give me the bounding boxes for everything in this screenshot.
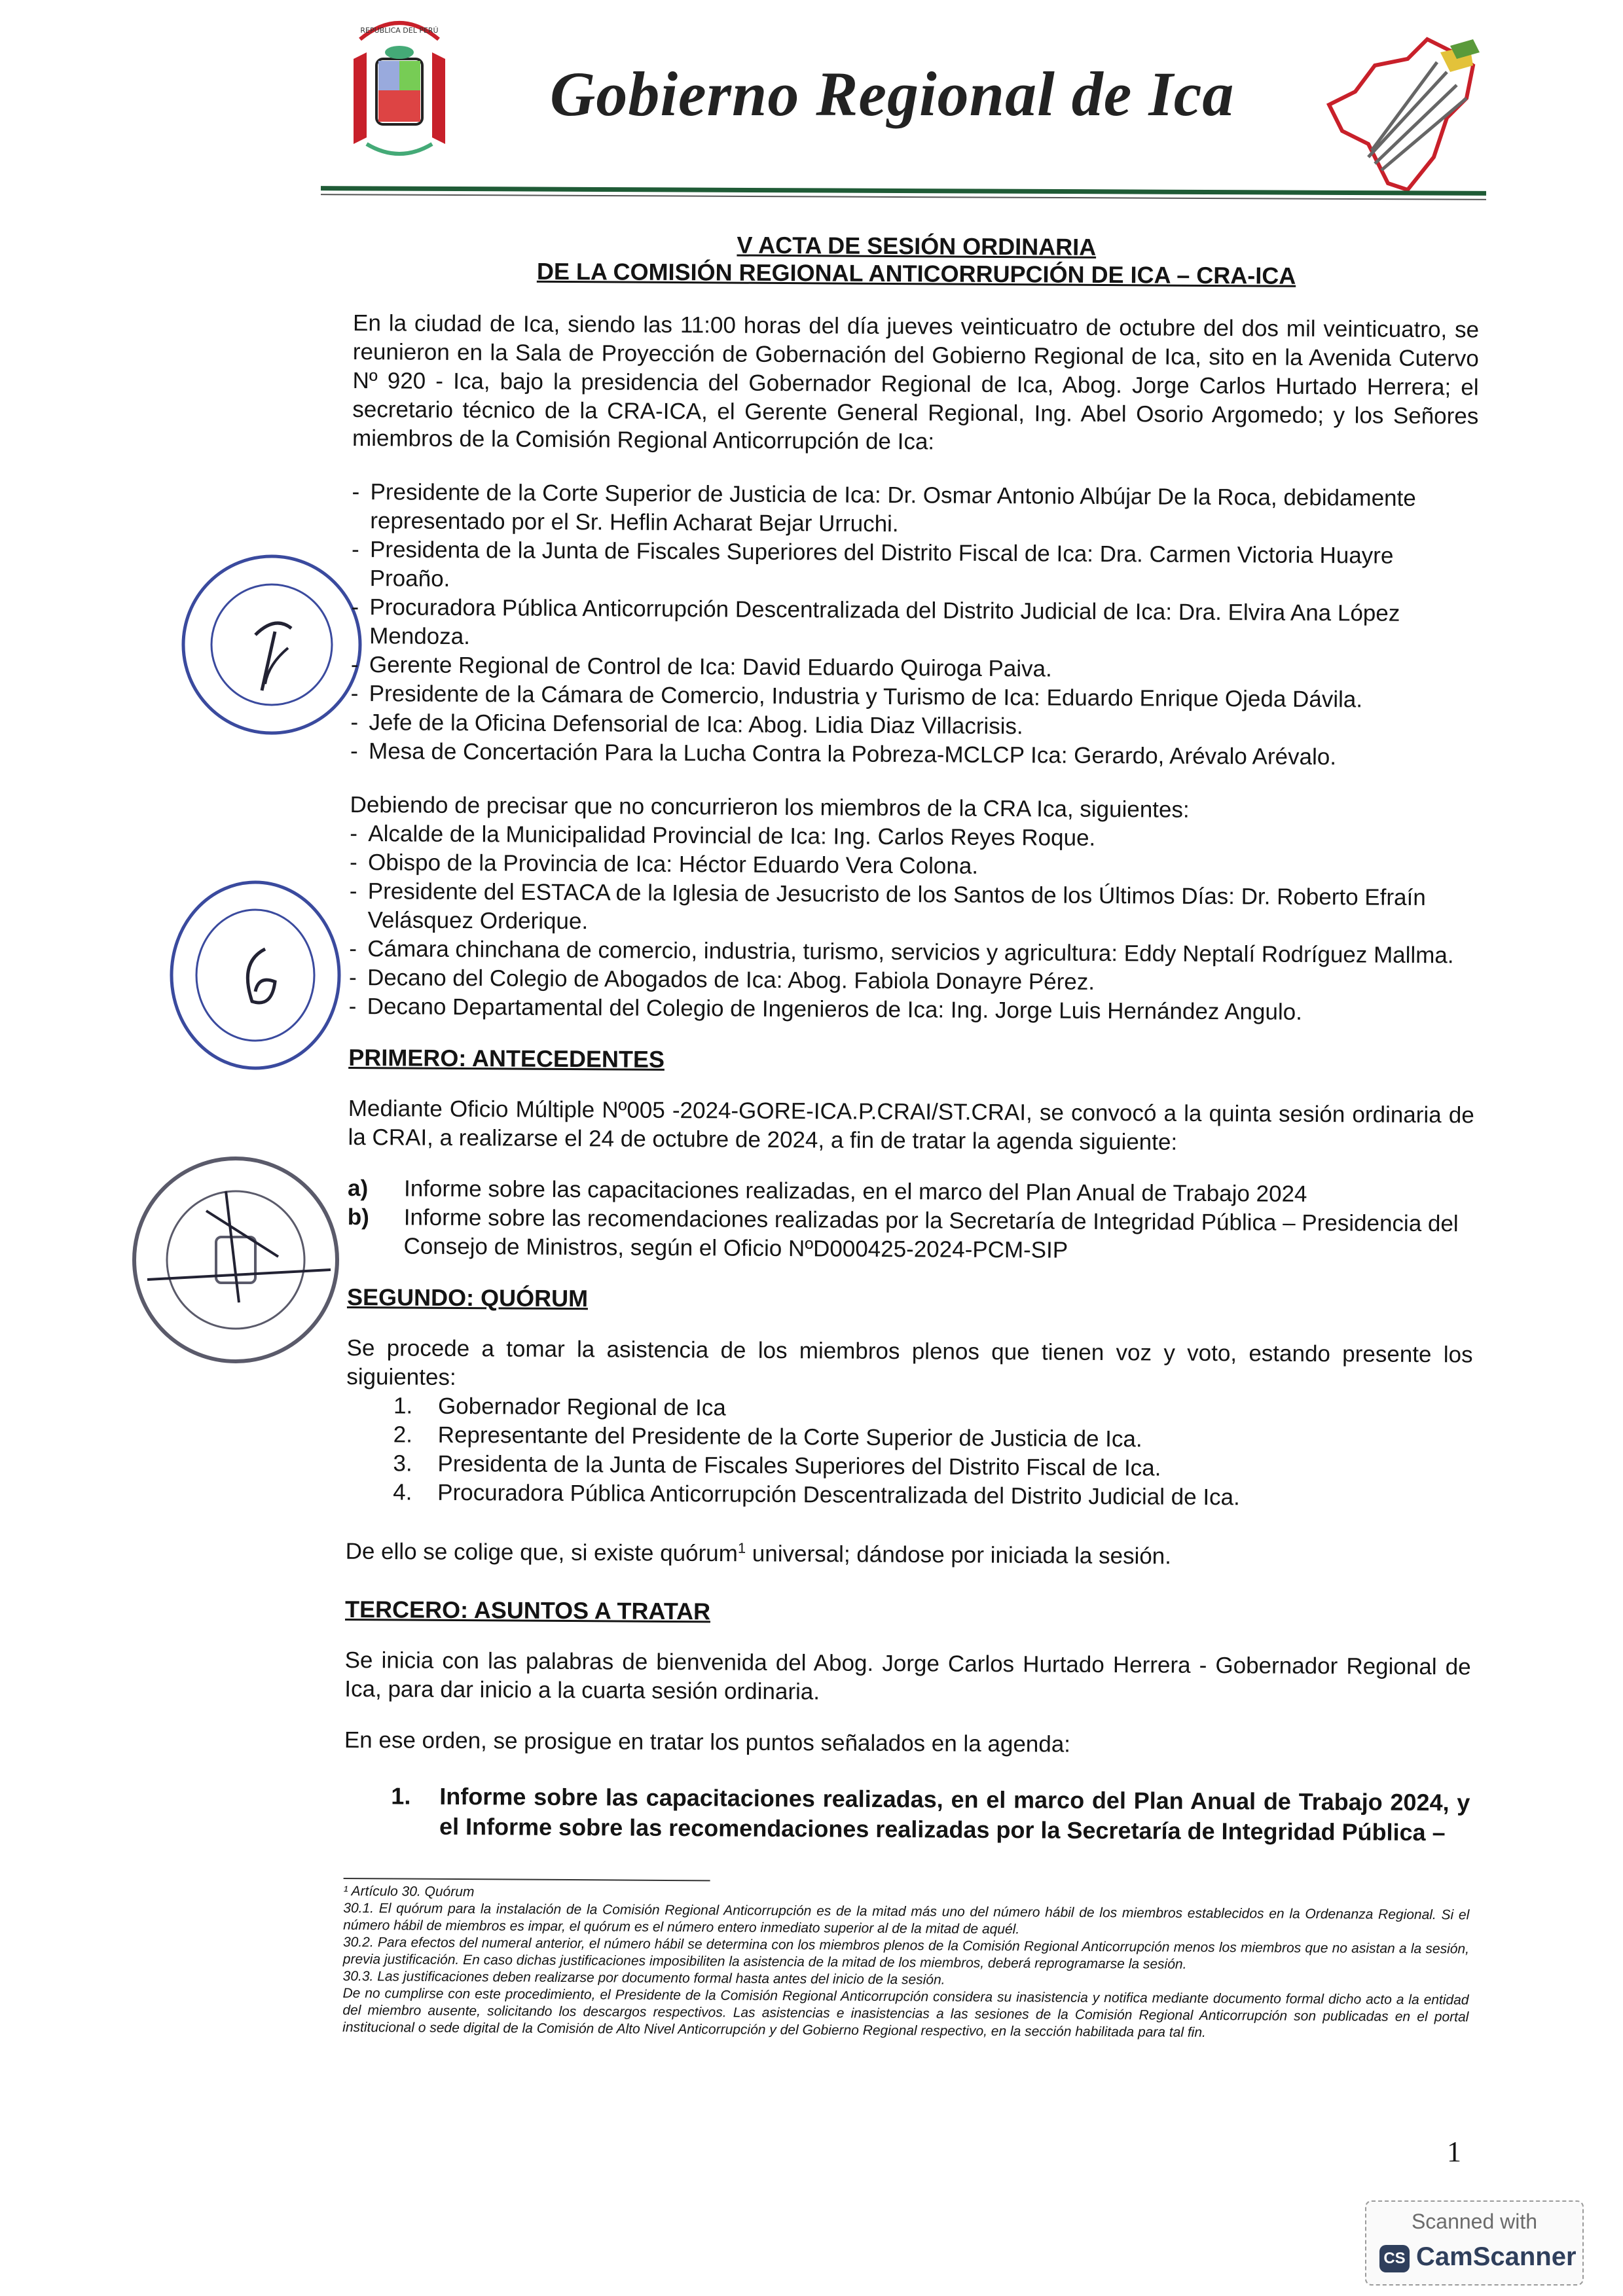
antecedentes-paragraph: Mediante Oficio Múltiple Nº005 -2024-GORE-ICA.P.CRAI/ST.CRAI, se convocó a la quinta sesión ordinaria de la CRAI, a realizarse el 24 de octubre de 2024, a fin de tratar la agenda siguiente: xyxy=(348,1095,1474,1155)
item-number: 1. xyxy=(391,1782,411,1810)
list-item: - Presidente de la Cámara de Comercio, Industria y Turismo de Ica: Eduardo Enrique Ojeda Dávila. xyxy=(351,679,1477,715)
item-text: Procuradora Pública Anticorrupción Descentralizada del Distrito Judicial de Ica. xyxy=(437,1479,1240,1511)
footnote-ref: 1 xyxy=(737,1539,746,1556)
ica-region-map-logo xyxy=(1316,26,1486,196)
footnote-paragraph: 30.1. El quórum para la instalación de la Comisión Regional Anticorrupción es de la mitad más uno del número hábil de los miembros establecidos en la Ordenanza Regional. Si el número hábil de miembros es impar, el quórum es el número entero inmediato superior al de la mitad de aquél. xyxy=(343,1900,1470,1937)
list-item: - Presidente del ESTACA de la Iglesia de Jesucristo de los Santos de los Últimos Días: Dr. Roberto Efraín Velásquez Orderique. xyxy=(349,877,1476,942)
intro-paragraph: En la ciudad de Ica, siendo las 11:00 horas del día jueves veinticuatro de octubre del dos mil veinticuatro, se reunieron en la Sala de Proyección de Gobernación del Gobierno Regional de Ica, sito en la Avenida Cutervo Nº 920 - Ica, bajo la presidencia del Gobernador Regional de Ica, Abog. Jorge Carlos Hurtado Herrera; el secretario técnico de la CRA-ICA, el Gerente General Regional, Ing. Abel Osorio Argomedo; y los Señores miembros de la Comisión Regional Anticorrupción de Ica: xyxy=(352,310,1480,455)
section-heading-antecedentes: PRIMERO: ANTECEDENTES xyxy=(348,1043,665,1073)
footnote xyxy=(342,1883,1469,2043)
footnote-paragraph: 30.2. Para efectos del numeral anterior, el número hábil se determina con los miembros plenos de la Comisión Regional Anticorrupción menos los miembros que no asistan a la sesión, previa justificación. En caso dichas justificaciones imposibiliten la asistencia de la mitad de los miembros, deberá reprogramarse la sesión. xyxy=(342,1934,1470,1972)
quorum-conclusion-a: De ello se colige que, si existe quórum xyxy=(345,1538,738,1567)
asuntos-item-1 xyxy=(344,1781,1470,1848)
list-item xyxy=(346,1478,1472,1514)
list-item: - Cámara chinchana de comercio, industria, turismo, servicios y agricultura: Eddy Neptalí Rodríguez Mallma. xyxy=(349,935,1475,971)
asuntos-paragraph-1: Se inicia con las palabras de bienvenida del Abog. Jorge Carlos Hurtado Herrera - Gobernador Regional de Ica, para dar inicio a la cuarta sesión ordinaria. xyxy=(344,1647,1471,1705)
footnote-separator xyxy=(344,1878,710,1881)
footnote-title: ¹ Artículo 30. Quórum xyxy=(343,1883,475,1899)
quorum-conclusion-b: universal; dándose por iniciada la sesión. xyxy=(745,1541,1172,1570)
list-item: - Mesa de Concertación Para la Lucha Contra la Pobreza-MCLCP Ica: Gerardo, Arévalo Arévalo. xyxy=(350,737,1476,773)
item-text: Representante del Presidente de la Corte Superior de Justicia de Ica. xyxy=(437,1422,1142,1452)
camscanner-icon: CS xyxy=(1379,2245,1410,2272)
agenda-list xyxy=(347,1174,1474,1268)
item-number: 4. xyxy=(393,1479,412,1505)
item-number: 3. xyxy=(393,1450,412,1477)
absent-intro: Debiendo de precisar que no concurrieron los miembros de la CRA Ica, siguientes: xyxy=(350,791,1190,823)
list-item: - Jefe de la Oficina Defensorial de Ica: Abog. Lidia Diaz Villacrisis. xyxy=(350,708,1476,744)
agenda-marker: a) xyxy=(347,1175,369,1202)
asuntos-paragraph-2: En ese orden, se prosigue en tratar los puntos señalados en la agenda: xyxy=(344,1727,1071,1757)
list-item: - Obispo de la Provincia de Ica: Héctor Eduardo Vera Colona. xyxy=(350,848,1476,884)
list-item: - Procuradora Pública Anticorrupción Descentralizada del Distrito Judicial de Ica: Dra. Elvira Ana López Mendoza. xyxy=(351,593,1478,658)
agenda-text: Informe sobre las recomendaciones realizadas por la Secretaría de Integridad Pública – Presidencia del Consejo de Ministros, según el Oficio NºD000425-2024-PCM-SIP xyxy=(403,1204,1459,1263)
members-absent-list xyxy=(349,819,1476,1028)
section-heading-quorum: SEGUNDO: QUÓRUM xyxy=(346,1283,589,1312)
list-item: - Presidente de la Corte Superior de Justicia de Ica: Dr. Osmar Antonio Albújar De la Roca, debidamente representado por el Sr. Heflin Acharat Bejar Urruchi. xyxy=(352,478,1478,543)
agenda-item xyxy=(347,1203,1474,1268)
item-text: Gobernador Regional de Ica xyxy=(437,1393,726,1421)
agenda-marker: b) xyxy=(347,1204,369,1230)
item-number: 1. xyxy=(393,1393,413,1419)
scanned-with-label: Scanned with xyxy=(1411,2210,1538,2233)
stamp-presidente-cra xyxy=(177,550,367,740)
peru-crest-logo xyxy=(340,13,458,164)
agenda-text: Informe sobre las capacitaciones realizadas, en el marco del Plan Anual de Trabajo 2024 xyxy=(403,1175,1307,1207)
page-number: 1 xyxy=(1447,2136,1461,2168)
item-text: Informe sobre las capacitaciones realizadas, en el marco del Plan Anual de Trabajo 2024, y el Informe sobre las recomendaciones realizadas por la Secretaría de Integridad Pública – xyxy=(439,1782,1470,1846)
document-body xyxy=(342,229,1480,2043)
stamp-gerente-general xyxy=(167,877,344,1073)
camscanner-badge xyxy=(1365,2200,1584,2286)
list-item: - Gerente Regional de Control de Ica: David Eduardo Quiroga Paiva. xyxy=(351,651,1477,687)
document-title-line2: DE LA COMISIÓN REGIONAL ANTICORRUPCIÓN DE ICA – CRA-ICA xyxy=(536,257,1296,289)
footnote-paragraph: De no cumplirse con este procedimiento, el Presidente de la Comisión Regional Anticorrupción considera su inasistencia y notifica mediante documento formal dicho acto a la entidad del miembro ausente, solicitando los descargos respectivos. Las asistencias e inasistencias a las sesiones de la Comisión Regional Anticorrupción son publicadas en el portal institucional o sede digital de la Comisión de Alto Nivel Anticorrupción y del Gobierno Regional respectivo, en la sección habilitada para tal fin. xyxy=(342,1985,1469,2040)
members-present-list xyxy=(350,478,1478,772)
attendees-list xyxy=(346,1391,1472,1514)
list-item: - Decano del Colegio de Abogados de Ica: Abog. Fabiola Donayre Pérez. xyxy=(349,963,1475,999)
section-heading-asuntos: TERCERO: ASUNTOS A TRATAR xyxy=(344,1595,711,1625)
organization-name: Gobierno Regional de Ica xyxy=(550,59,1235,129)
crest-text: REPUBLICA DEL PERÚ xyxy=(360,26,439,35)
list-item: - Alcalde de la Municipalidad Provincial de Ica: Ing. Carlos Reyes Roque. xyxy=(350,819,1476,855)
item-text: Presidenta de la Junta de Fiscales Superiores del Distrito Fiscal de Ica. xyxy=(437,1450,1161,1481)
item-number: 2. xyxy=(393,1422,413,1448)
quorum-paragraph: Se procede a tomar la asistencia de los miembros plenos que tienen voz y voto, estando presente los siguientes: xyxy=(346,1335,1473,1390)
footnote-paragraph: 30.3. Las justificaciones deben realizarse por documento formal hasta antes del inicio de la sesión. xyxy=(342,1968,945,1988)
list-item: - Decano Departamental del Colegio de Ingenieros de Ica: Ing. Jorge Luis Hernández Angulo. xyxy=(349,992,1475,1028)
quorum-conclusion xyxy=(346,1532,1472,1573)
document-title-line1: V ACTA DE SESIÓN ORDINARIA xyxy=(737,231,1097,260)
camscanner-label: CamScanner xyxy=(1416,2242,1577,2271)
list-item: - Presidenta de la Junta de Fiscales Superiores del Distrito Fiscal de Ica: Dra. Carmen Victoria Huayre Proaño. xyxy=(352,535,1478,600)
stamp-secretaria-general xyxy=(128,1152,344,1368)
